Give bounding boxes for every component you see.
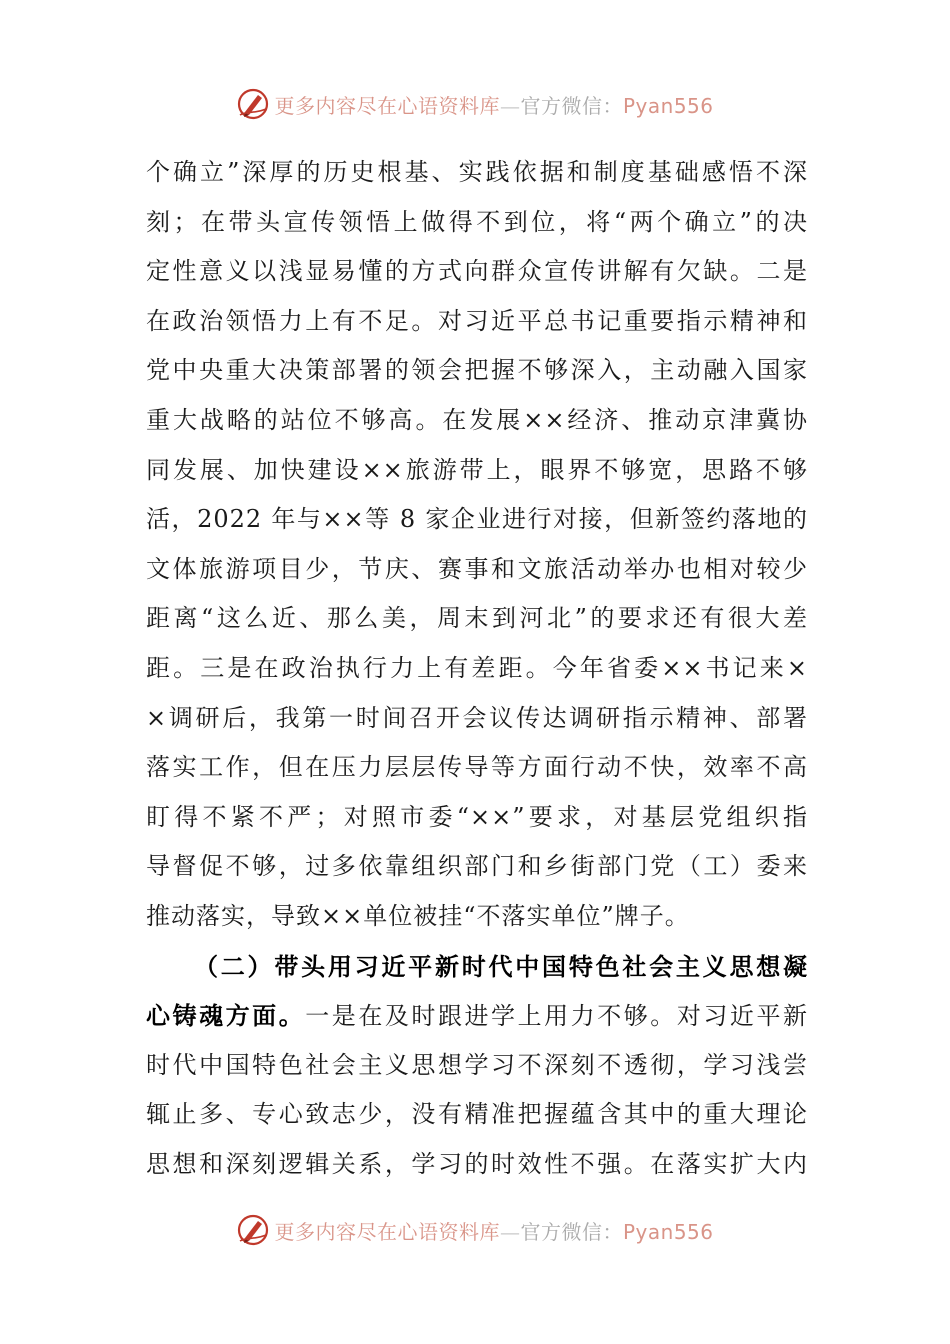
body-line: 定性意义以浅显易懂的方式向群众宣传讲解有欠缺。二是 [146, 257, 808, 286]
body-line: 落实工作，但在压力层层传导等方面行动不快，效率不高 [146, 753, 808, 782]
banner-text [274, 90, 713, 119]
body-line: 距。三是在政治执行力上有差距。今年省委××书记来× [146, 653, 808, 682]
body-line: 推动落实，导致××单位被挂“不落实单位”牌子。 [146, 901, 690, 930]
body-line: ×调研后，我第一时间召开会议传达调研指示精神、部署 [146, 703, 808, 732]
body-line: 辄止多、专心致志少，没有精准把握蕴含其中的重大理论 [146, 1100, 808, 1129]
body-text: 一是在及时跟进学上用力不够。对习近平新 [305, 1002, 808, 1031]
banner-text [274, 1216, 713, 1245]
body-line: 思想和深刻逻辑关系，学习的时效性不强。在落实扩大内 [146, 1149, 808, 1178]
body-line: 文体旅游项目少，节庆、赛事和文旅活动举办也相对较少 [146, 554, 808, 583]
section-heading-continuation [146, 991, 808, 1041]
body-line: 党中央重大决策部署的领会把握不够深入，主动融入国家 [146, 356, 808, 385]
banner-title: 更多内容尽在心语资料库 [274, 93, 500, 118]
banner-separator: — [499, 1219, 521, 1244]
banner-title: 更多内容尽在心语资料库 [274, 1219, 500, 1244]
body-line: 刻；在带头宣传领悟上做得不到位，将“两个确立”的决 [146, 207, 808, 236]
banner-wechat-id: Pyan556 [622, 1219, 714, 1244]
footer-banner [0, 1210, 950, 1250]
body-line: 盯得不紧不严；对照市委“××”要求，对基层党组织指 [146, 802, 808, 831]
banner-separator: — [499, 93, 521, 118]
header-banner [0, 84, 950, 124]
section-heading-tail: 心铸魂方面。 [146, 1001, 306, 1031]
pen-logo-icon [236, 87, 270, 121]
banner-wechat-label: 官方微信： [520, 93, 623, 118]
body-line: 重大战略的站位不够高。在发展××经济、推动京津冀协 [146, 405, 808, 434]
body-line: 时代中国特色社会主义思想学习不深刻不透彻，学习浅尝 [146, 1050, 808, 1079]
pen-logo-icon [236, 1213, 270, 1247]
banner-wechat-label: 官方微信： [520, 1219, 623, 1244]
body-line: 距离“这么近、那么美，周末到河北”的要求还有很大差 [146, 604, 808, 633]
document-body [146, 148, 808, 1189]
body-line: 活，2022 年与××等 8 家企业进行对接，但新签约落地的 [146, 505, 808, 534]
body-line: 个确立”深厚的历史根基、实践依据和制度基础感悟不深 [146, 158, 808, 186]
body-line: 在政治领悟力上有不足。对习近平总书记重要指示精神和 [146, 306, 808, 335]
section-heading: （二）带头用习近平新时代中国特色社会主义思想凝 [194, 951, 808, 981]
body-line: 同发展、加快建设××旅游带上，眼界不够宽，思路不够 [146, 455, 808, 484]
body-line: 导督促不够，过多依靠组织部门和乡街部门党（工）委来 [146, 852, 808, 881]
banner-wechat-id: Pyan556 [622, 93, 714, 118]
